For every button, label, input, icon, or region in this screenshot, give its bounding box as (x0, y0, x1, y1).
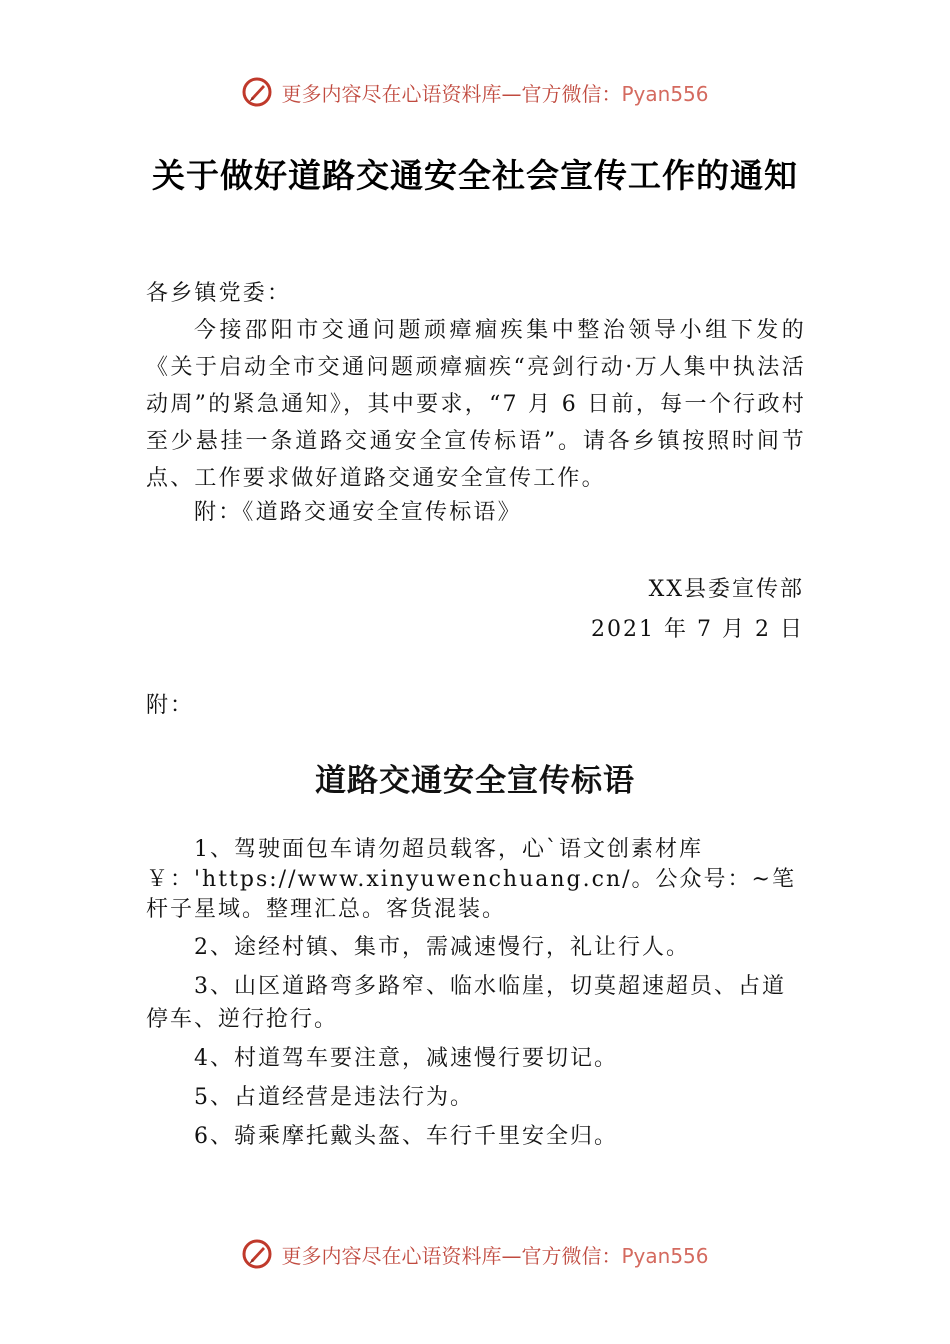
salutation: 各乡镇党委： (146, 281, 292, 306)
slogan-list (146, 835, 806, 1159)
list-item: 4、村道驾车要注意，减速慢行要切记。 (194, 1046, 618, 1071)
issue-date: 2021 年 7 月 2 日 (591, 617, 804, 642)
list-item: 1、驾驶面包车请勿超员载客，心`语文创素材库 ￥：'https://www.xinyuwenchuang.cn/。公众号：~笔杆子星域。整理汇总。客货混装。 (146, 837, 796, 922)
attachment-line: 附：《道路交通安全宣传标语》 (194, 500, 522, 525)
appendix-label: 附： (146, 693, 195, 718)
pen-logo-icon (241, 1238, 273, 1270)
document-title: 关于做好道路交通安全社会宣传工作的通知 (152, 156, 798, 195)
banner-text: 更多内容尽在心语资料库—官方微信：Pyan556 (281, 81, 709, 106)
bottom-banner (0, 1234, 950, 1274)
banner-text: 更多内容尽在心语资料库—官方微信：Pyan556 (281, 1243, 709, 1268)
issuing-organization: XX县委宣传部 (648, 577, 804, 602)
appendix-title: 道路交通安全宣传标语 (315, 763, 635, 799)
list-item: 6、骑乘摩托戴头盔、车行千里安全归。 (194, 1124, 618, 1149)
top-banner (0, 72, 950, 112)
list-item: 2、途经村镇、集市，需减速慢行，礼让行人。 (194, 935, 690, 960)
notice-paragraph: 今接邵阳市交通问题顽瘴痼疾集中整治领导小组下发的《关于启动全市交通问题顽瘴痼疾“亮剑行动·万人集中执法活动周”的紧急通知》，其中要求，“7 月 6 日前，每一个行政村至少悬挂一条道路交通安全宣传标语”。请各乡镇按照时间节点、工作要求做好道路交通安全宣传工作。 (146, 318, 806, 491)
pen-logo-icon (241, 76, 273, 108)
list-item: 5、占道经营是违法行为。 (194, 1085, 474, 1110)
list-item: 3、山区道路弯多路窄、临水临崖，切莫超速超员、占道停车、逆行抢行。 (146, 974, 786, 1032)
